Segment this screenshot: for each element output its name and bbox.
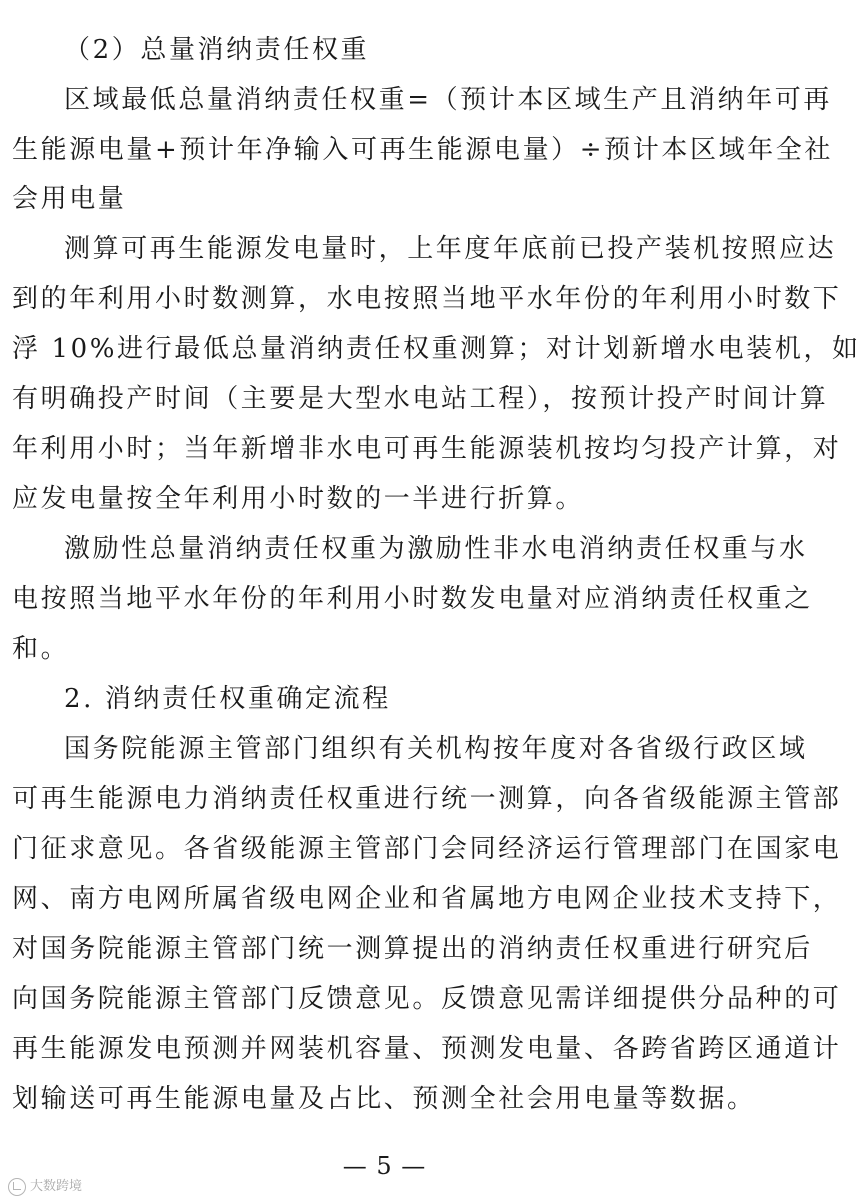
paragraph-line: 再生能源发电预测并网装机容量、预测发电量、各跨省跨区通道计 (12, 1034, 842, 1064)
paragraph-line: 区域最低总量消纳责任权重=（预计本区域生产且消纳年可再 (64, 85, 832, 115)
paragraph-line: 向国务院能源主管部门反馈意见。反馈意见需详细提供分品种的可 (12, 984, 842, 1014)
watermark-text: 大数跨境 (30, 1179, 83, 1194)
paragraph-line: 应发电量按全年利用小时数的一半进行折算。 (12, 484, 585, 514)
paragraph-line: 网、南方电网所属省级电网企业和省属地方电网企业技术支持下， (12, 884, 842, 914)
paragraph-line: 测算可再生能源发电量时，上年度年底前已投产装机按照应达 (64, 234, 837, 264)
paragraph-line: 电按照当地平水年份的年利用小时数发电量对应消纳责任权重之 (12, 584, 813, 614)
paragraph-line: 会用电量 (12, 184, 127, 214)
paragraph-line: 划输送可再生能源电量及占比、预测全社会用电量等数据。 (12, 1084, 756, 1114)
paragraph-line: 门征求意见。各省级能源主管部门会同经济运行管理部门在国家电 (12, 834, 842, 864)
paragraph-line: 年利用小时；当年新增非水电可再生能源装机按均匀投产计算，对 (12, 434, 842, 464)
section-heading-determination-process: 2. 消纳责任权重确定流程 (64, 684, 391, 714)
paragraph-line: 国务院能源主管部门组织有关机构按年度对各省级行政区域 (64, 734, 808, 764)
paragraph-line: 到的年利用小时数测算，水电按照当地平水年份的年利用小时数下 (12, 284, 842, 314)
page-number: — 5 — (342, 1152, 427, 1180)
paragraph-line: 激励性总量消纳责任权重为激励性非水电消纳责任权重与水 (64, 534, 808, 564)
paragraph-line: 对国务院能源主管部门统一测算提出的消纳责任权重进行研究后 (12, 934, 813, 964)
section-heading-total-weight: （2）总量消纳责任权重 (64, 35, 370, 65)
paragraph-line: 和。 (12, 634, 70, 664)
paragraph-line: 有明确投产时间（主要是大型水电站工程），按预计投产时间计算 (12, 384, 829, 414)
paragraph-line: 浮 10%进行最低总量消纳责任权重测算；对计划新增水电装机，如 (12, 334, 861, 364)
paragraph-line: 可再生能源电力消纳责任权重进行统一测算，向各省级能源主管部 (12, 784, 842, 814)
paragraph-line: 生能源电量+预计年净输入可再生能源电量）÷预计本区域年全社 (12, 135, 833, 165)
watermark (8, 1176, 82, 1198)
watermark-logo-icon (8, 1178, 26, 1196)
